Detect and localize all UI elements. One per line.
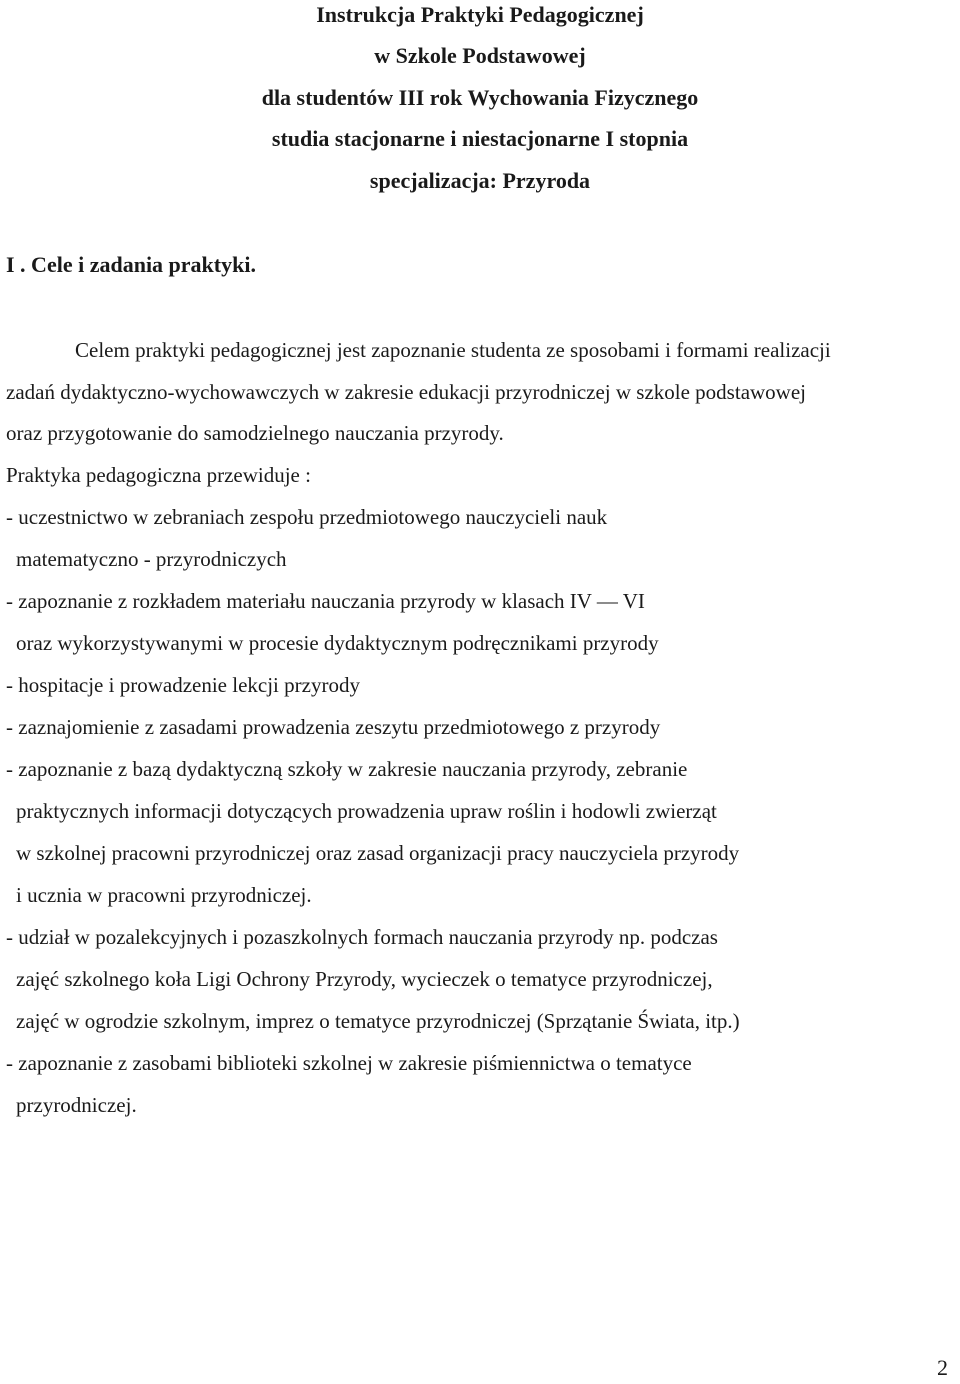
title-line-1: Instrukcja Praktyki Pedagogicznej <box>316 2 644 27</box>
list-line: matematyczno - przyrodniczych <box>16 547 287 571</box>
title-line-4: studia stacjonarne i niestacjonarne I stopnia <box>271 126 689 151</box>
intro-line-2: zadań dydaktyczno-wychowawczych w zakresie edukacji przyrodniczej w szkole podstawowej <box>6 380 806 404</box>
title-line-3: dla studentów III rok Wychowania Fizycznego <box>261 85 699 110</box>
list-line: w szkolnej pracowni przyrodniczej oraz zasad organizacji pracy nauczyciela przyrody <box>16 841 740 865</box>
list-line: przyrodniczej. <box>16 1093 137 1117</box>
list-line: - zapoznanie z bazą dydaktyczną szkoły w zakresie nauczania przyrody, zebranie <box>6 757 688 781</box>
list-line: - zaznajomienie z zasadami prowadzenia zeszytu przedmiotowego z przyrody <box>6 715 661 739</box>
list-line: - zapoznanie z rozkładem materiału nauczania przyrody w klasach IV — VI <box>6 589 645 613</box>
list-line: - udział w pozalekcyjnych i pozaszkolnych formach nauczania przyrody np. podczas <box>6 925 718 949</box>
list-line: zajęć szkolnego koła Ligi Ochrony Przyrody, wycieczek o tematyce przyrodniczej, <box>16 967 713 991</box>
title-line-5: specjalizacja: Przyroda <box>369 168 591 193</box>
list-line: - uczestnictwo w zebraniach zespołu przedmiotowego nauczycieli nauk <box>6 505 608 529</box>
list-line: oraz wykorzystywanymi w procesie dydaktycznym podręcznikami przyrody <box>16 631 659 655</box>
list-line: - zapoznanie z zasobami biblioteki szkolnej w zakresie piśmiennictwa o tematyce <box>6 1051 692 1075</box>
list-line: praktycznych informacji dotyczących prowadzenia upraw roślin i hodowli zwierząt <box>16 799 717 823</box>
title-line-2: w Szkole Podstawowej <box>374 43 586 68</box>
list-line: - hospitacje i prowadzenie lekcji przyrody <box>6 673 360 697</box>
section-heading: I . Cele i zadania praktyki. <box>6 252 256 277</box>
intro-line-3: oraz przygotowanie do samodzielnego nauczania przyrody. <box>6 421 504 445</box>
intro-line-1: Celem praktyki pedagogicznej jest zapoznanie studenta ze sposobami i formami realizacji <box>75 338 831 362</box>
page-number: 2 <box>937 1355 948 1380</box>
list-intro: Praktyka pedagogiczna przewiduje : <box>6 463 311 487</box>
list-line: i ucznia w pracowni przyrodniczej. <box>16 883 312 907</box>
list-line: zajęć w ogrodzie szkolnym, imprez o tematyce przyrodniczej (Sprzątanie Świata, itp.) <box>16 1009 740 1033</box>
